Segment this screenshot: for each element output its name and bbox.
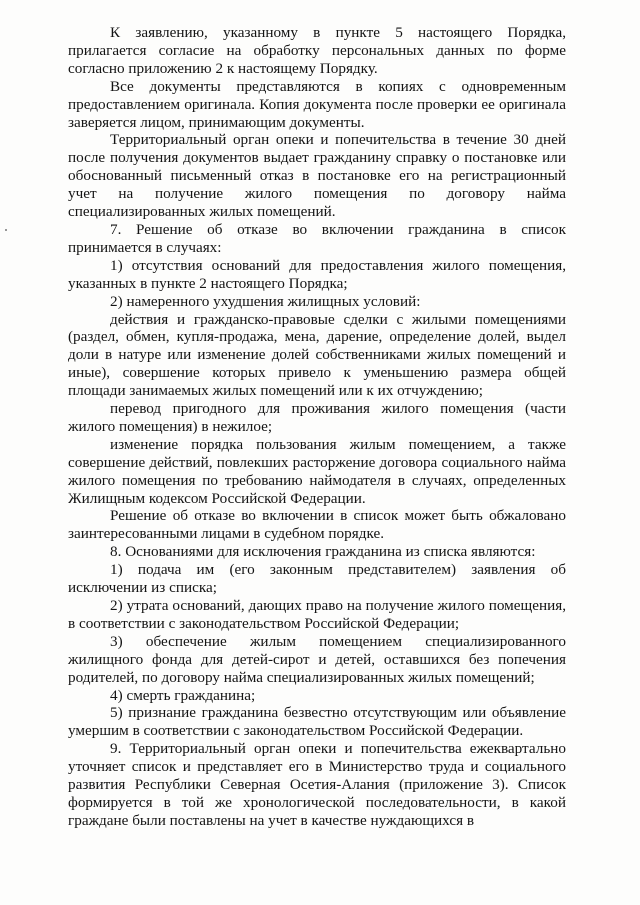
paragraph: действия и гражданско-правовые сделки с жилыми помещениями (раздел, обмен, купля-продажа, мена, дарение, определение долей, выдел доли в натуре или изменение долей собственниками жилых помещений и иные), совершение которых привело к уменьшению размера общей площади занимаемых жилых помещений или к их отчуждению; — [68, 310, 566, 400]
paragraph: перевод пригодного для проживания жилого помещения (части жилого помещения) в нежилое; — [68, 400, 566, 435]
paragraph: 2) утрата оснований, дающих право на получение жилого помещения, в соответствии с законодательством Российской Федерации; — [68, 597, 566, 632]
paragraph: 8. Основаниями для исключения гражданина из списка являются: — [110, 543, 536, 561]
paragraph: изменение порядка пользования жилым помещением, а также совершение действий, повлекших расторжение договора социального найма жилого помещения по требованию наймодателя в случаях, определенных Жилищным кодексом Российской Федерации. — [68, 435, 566, 507]
paragraph: 9. Территориальный орган опеки и попечительства ежеквартально уточняет список и представляет его в Министерство труда и социального развития Республики Северная Осетия-Алания (приложение 3). Список формируется в той же хронологической последовательности, в какой граждане были поставлены на учет в качестве нуждающихся в — [68, 740, 566, 829]
paragraph: 2) намеренного ухудшения жилищных условий: — [110, 292, 421, 310]
paragraph: 4) смерть гражданина; — [110, 686, 256, 704]
paragraph: 1) отсутствия оснований для предоставления жилого помещения, указанных в пункте 2 настоящего Порядка; — [68, 256, 566, 292]
paragraph: 1) подача им (его законным представителем) заявления об исключении из списка; — [68, 561, 566, 597]
paragraph: Территориальный орган опеки и попечительства в течение 30 дней после получения документов выдает гражданину справку о постановке или обоснованный письменный отказ в постановке его на регистрационный учет на получение жилого помещения по договору найма специализированных жилых помещений. — [68, 131, 566, 221]
paragraph: 5) признание гражданина безвестно отсутствующим или объявление умершим в соответствии с законодательством Российской Федерации. — [68, 704, 566, 740]
scan-speck — [5, 229, 7, 231]
paragraph: Решение об отказе во включении в список может быть обжаловано заинтересованными лицами в судебном порядке. — [68, 507, 566, 543]
paragraph: К заявлению, указанному в пункте 5 настоящего Порядка, прилагается согласие на обработку персональных данных по форме согласно приложению 2 к настоящему Порядку. — [68, 24, 566, 77]
paragraph: Все документы представляются в копиях с одновременным предоставлением оригинала. Копия документа после проверки ее оригинала заверяется лицом, принимающим документы. — [68, 77, 566, 131]
paragraph: 7. Решение об отказе во включении гражданина в список принимается в случаях: — [68, 220, 566, 256]
document-body — [68, 24, 566, 830]
paragraph: 3) обеспечение жилым помещением специализированного жилищного фонда для детей-сирот и детей, оставшихся без попечения родителей, по договору найма специализированных жилых помещений; — [68, 632, 566, 686]
